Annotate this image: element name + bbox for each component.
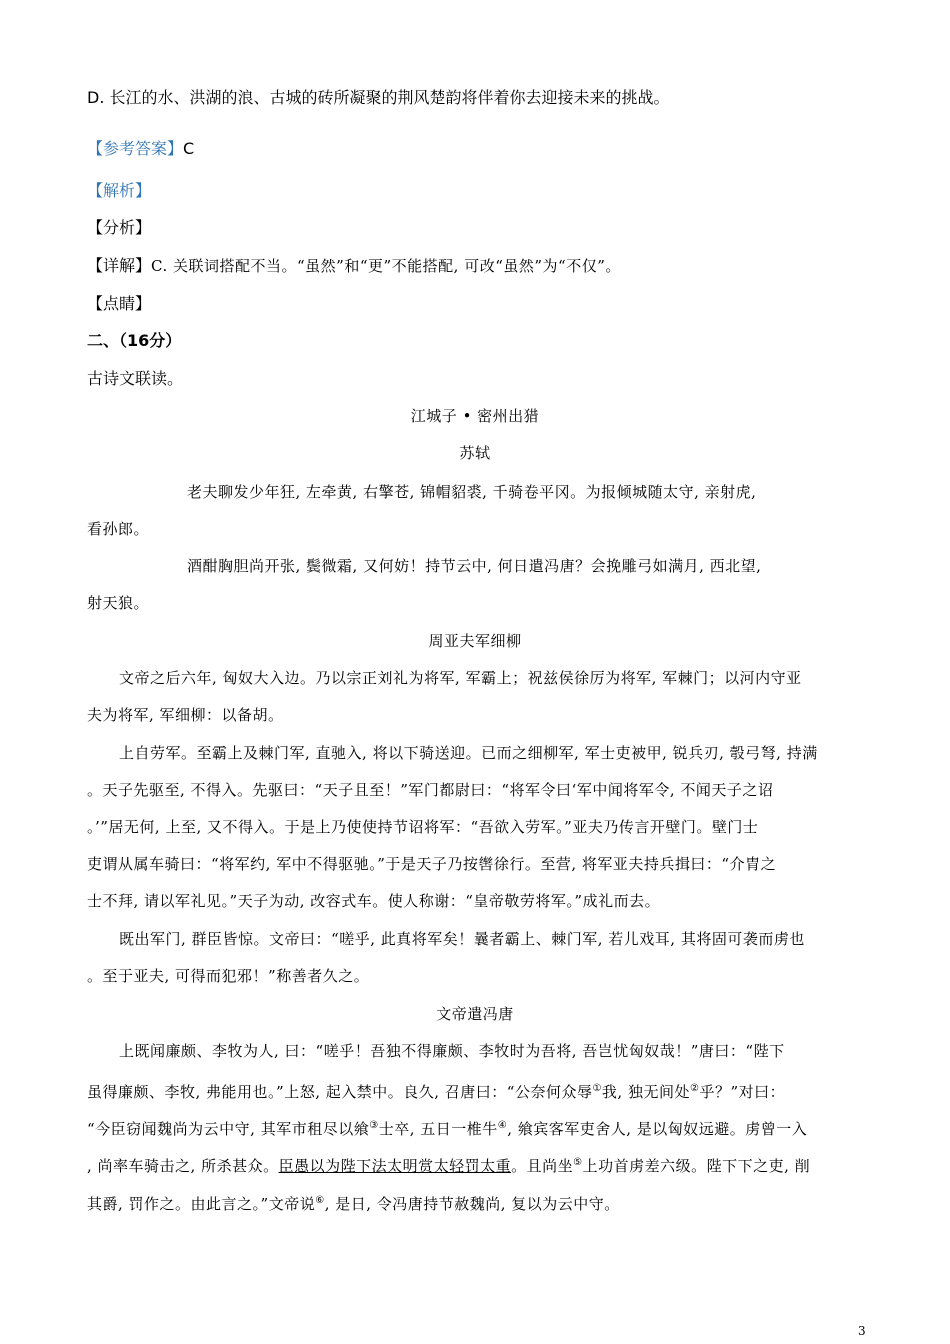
answer-label: 【参考答案】	[87, 139, 184, 158]
answer-line	[87, 138, 194, 160]
footnote-marker: ②	[689, 1083, 700, 1094]
text3-segment: 上功首虏差六级。陛下下之吏, 削	[582, 1157, 811, 1175]
dianjing-label: 【点睛】	[87, 294, 152, 313]
footnote-marker: ⑤	[573, 1157, 583, 1168]
poem-author: 苏轼	[459, 444, 491, 462]
footnote-marker: ⑥	[315, 1195, 325, 1206]
poem-line: 看孙郎。	[87, 520, 150, 538]
poem-title: 江城子 • 密州出猎	[410, 407, 540, 425]
text2-line: 夫为将军, 军细柳：以备胡。	[87, 706, 284, 724]
text3-segment: 我, 独无间处	[601, 1083, 690, 1101]
text2-title: 周亚夫军细柳	[428, 632, 522, 650]
detail-line	[87, 255, 621, 277]
text2-line: 文帝之后六年, 匈奴大入边。乃以宗正刘礼为将军, 军霸上；祝兹侯徐厉为将军, 军棘门；以河内守亚	[119, 669, 802, 687]
footnote-marker: ③	[369, 1120, 379, 1131]
text3-line	[87, 1078, 785, 1103]
section-intro: 古诗文联读。	[87, 369, 184, 388]
text3-segment: 乎？”对曰：	[699, 1083, 786, 1101]
text3-line	[87, 1115, 807, 1140]
text2-line: 吏谓从属车骑曰：“将军约, 军中不得驱驰。”于是天子乃按辔徐行。至营, 将军亚夫持兵揖曰：“介胄之	[87, 855, 777, 873]
text3-segment: , 飨宾客军吏舍人, 是以匈奴远避。虏曾一入	[507, 1120, 808, 1138]
answer-value: C	[183, 139, 195, 158]
text3-segment: 士卒, 五日一椎牛	[378, 1120, 498, 1138]
detail-text: C. 关联词搭配不当。“虽然”和“更”不能搭配, 可改“虽然”为“不仅”。	[151, 257, 621, 275]
text3-line	[87, 1152, 810, 1177]
underlined-sentence: 臣愚以为陛下法太明赏太轻罚太重	[278, 1157, 512, 1175]
poem-line: 酒酣胸胆尚开张, 鬓微霜, 又何妨！持节云中, 何日遣冯唐？会挽雕弓如满月, 西北望,	[187, 557, 762, 575]
text2-line: 。’”居无何, 上至, 又不得入。于是上乃使使持节诏将军：“吾欲入劳军。”亚夫乃传言开壁门。壁门士	[87, 818, 759, 836]
text3-segment: , 是日, 令冯唐持节赦魏尚, 复以为云中守。	[324, 1195, 620, 1213]
footnote-marker: ①	[592, 1083, 602, 1094]
text3-segment: 。且尚坐	[511, 1157, 574, 1175]
poem-line: 老夫聊发少年狂, 左牵黄, 右擎苍, 锦帽貂裘, 千骑卷平冈。为报倾城随太守, 亲射虎,	[187, 483, 757, 501]
text3-title: 文帝遣冯唐	[436, 1005, 514, 1023]
text2-line: 既出军门, 群臣皆惊。文帝曰：“嗟乎, 此真将军矣！曩者霸上、棘门军, 若儿戏耳, 其将固可袭而虏也	[119, 930, 805, 948]
footnote-marker: ④	[497, 1120, 508, 1131]
text3-segment: “今臣窃闻魏尚为云中守, 其军市租尽以飨	[87, 1120, 370, 1138]
fenxi-label: 【分析】	[87, 218, 152, 237]
detail-label: 【详解】	[87, 256, 152, 275]
text2-line: 士不拜, 请以军礼见。”天子为动, 改容式车。使人称谢：“皇帝敬劳将军。”成礼而去。	[87, 892, 661, 910]
text3-line	[87, 1190, 620, 1215]
text3-segment: 虽得廉颇、李牧, 弗能用也。”上怒, 起入禁中。良久, 召唐曰：“公奈何众辱	[87, 1083, 593, 1101]
poem-line: 射天狼。	[87, 594, 150, 612]
section-title: 二、（16分）	[87, 331, 182, 350]
text3-segment: 其爵, 罚作之。由此言之。”文帝说	[87, 1195, 316, 1213]
text3-segment: , 尚率车骑击之, 所杀甚众。	[87, 1157, 279, 1175]
page-number: 3	[858, 1324, 866, 1338]
option-d: D. 长江的水、洪湖的浪、古城的砖所凝聚的荆风楚韵将伴着你去迎接未来的挑战。	[87, 88, 670, 107]
text2-line: 。天子先驱至, 不得入。先驱曰：“天子且至！”军门都尉曰：“将军令曰‘军中闻将军令, 不闻天子之诏	[87, 781, 774, 799]
analysis-label: 【解析】	[87, 181, 152, 200]
text2-line: 。至于亚夫, 可得而犯邪！”称善者久之。	[87, 967, 370, 985]
text3-line: 上既闻廉颇、李牧为人, 曰：“嗟乎！吾独不得廉颇、李牧时为吾将, 吾岂忧匈奴哉！”唐曰：“陛下	[119, 1042, 785, 1060]
text2-line: 上自劳军。至霸上及棘门军, 直驰入, 将以下骑送迎。已而之细柳军, 军士吏被甲, 锐兵刃, 彀弓弩, 持满	[119, 744, 818, 762]
